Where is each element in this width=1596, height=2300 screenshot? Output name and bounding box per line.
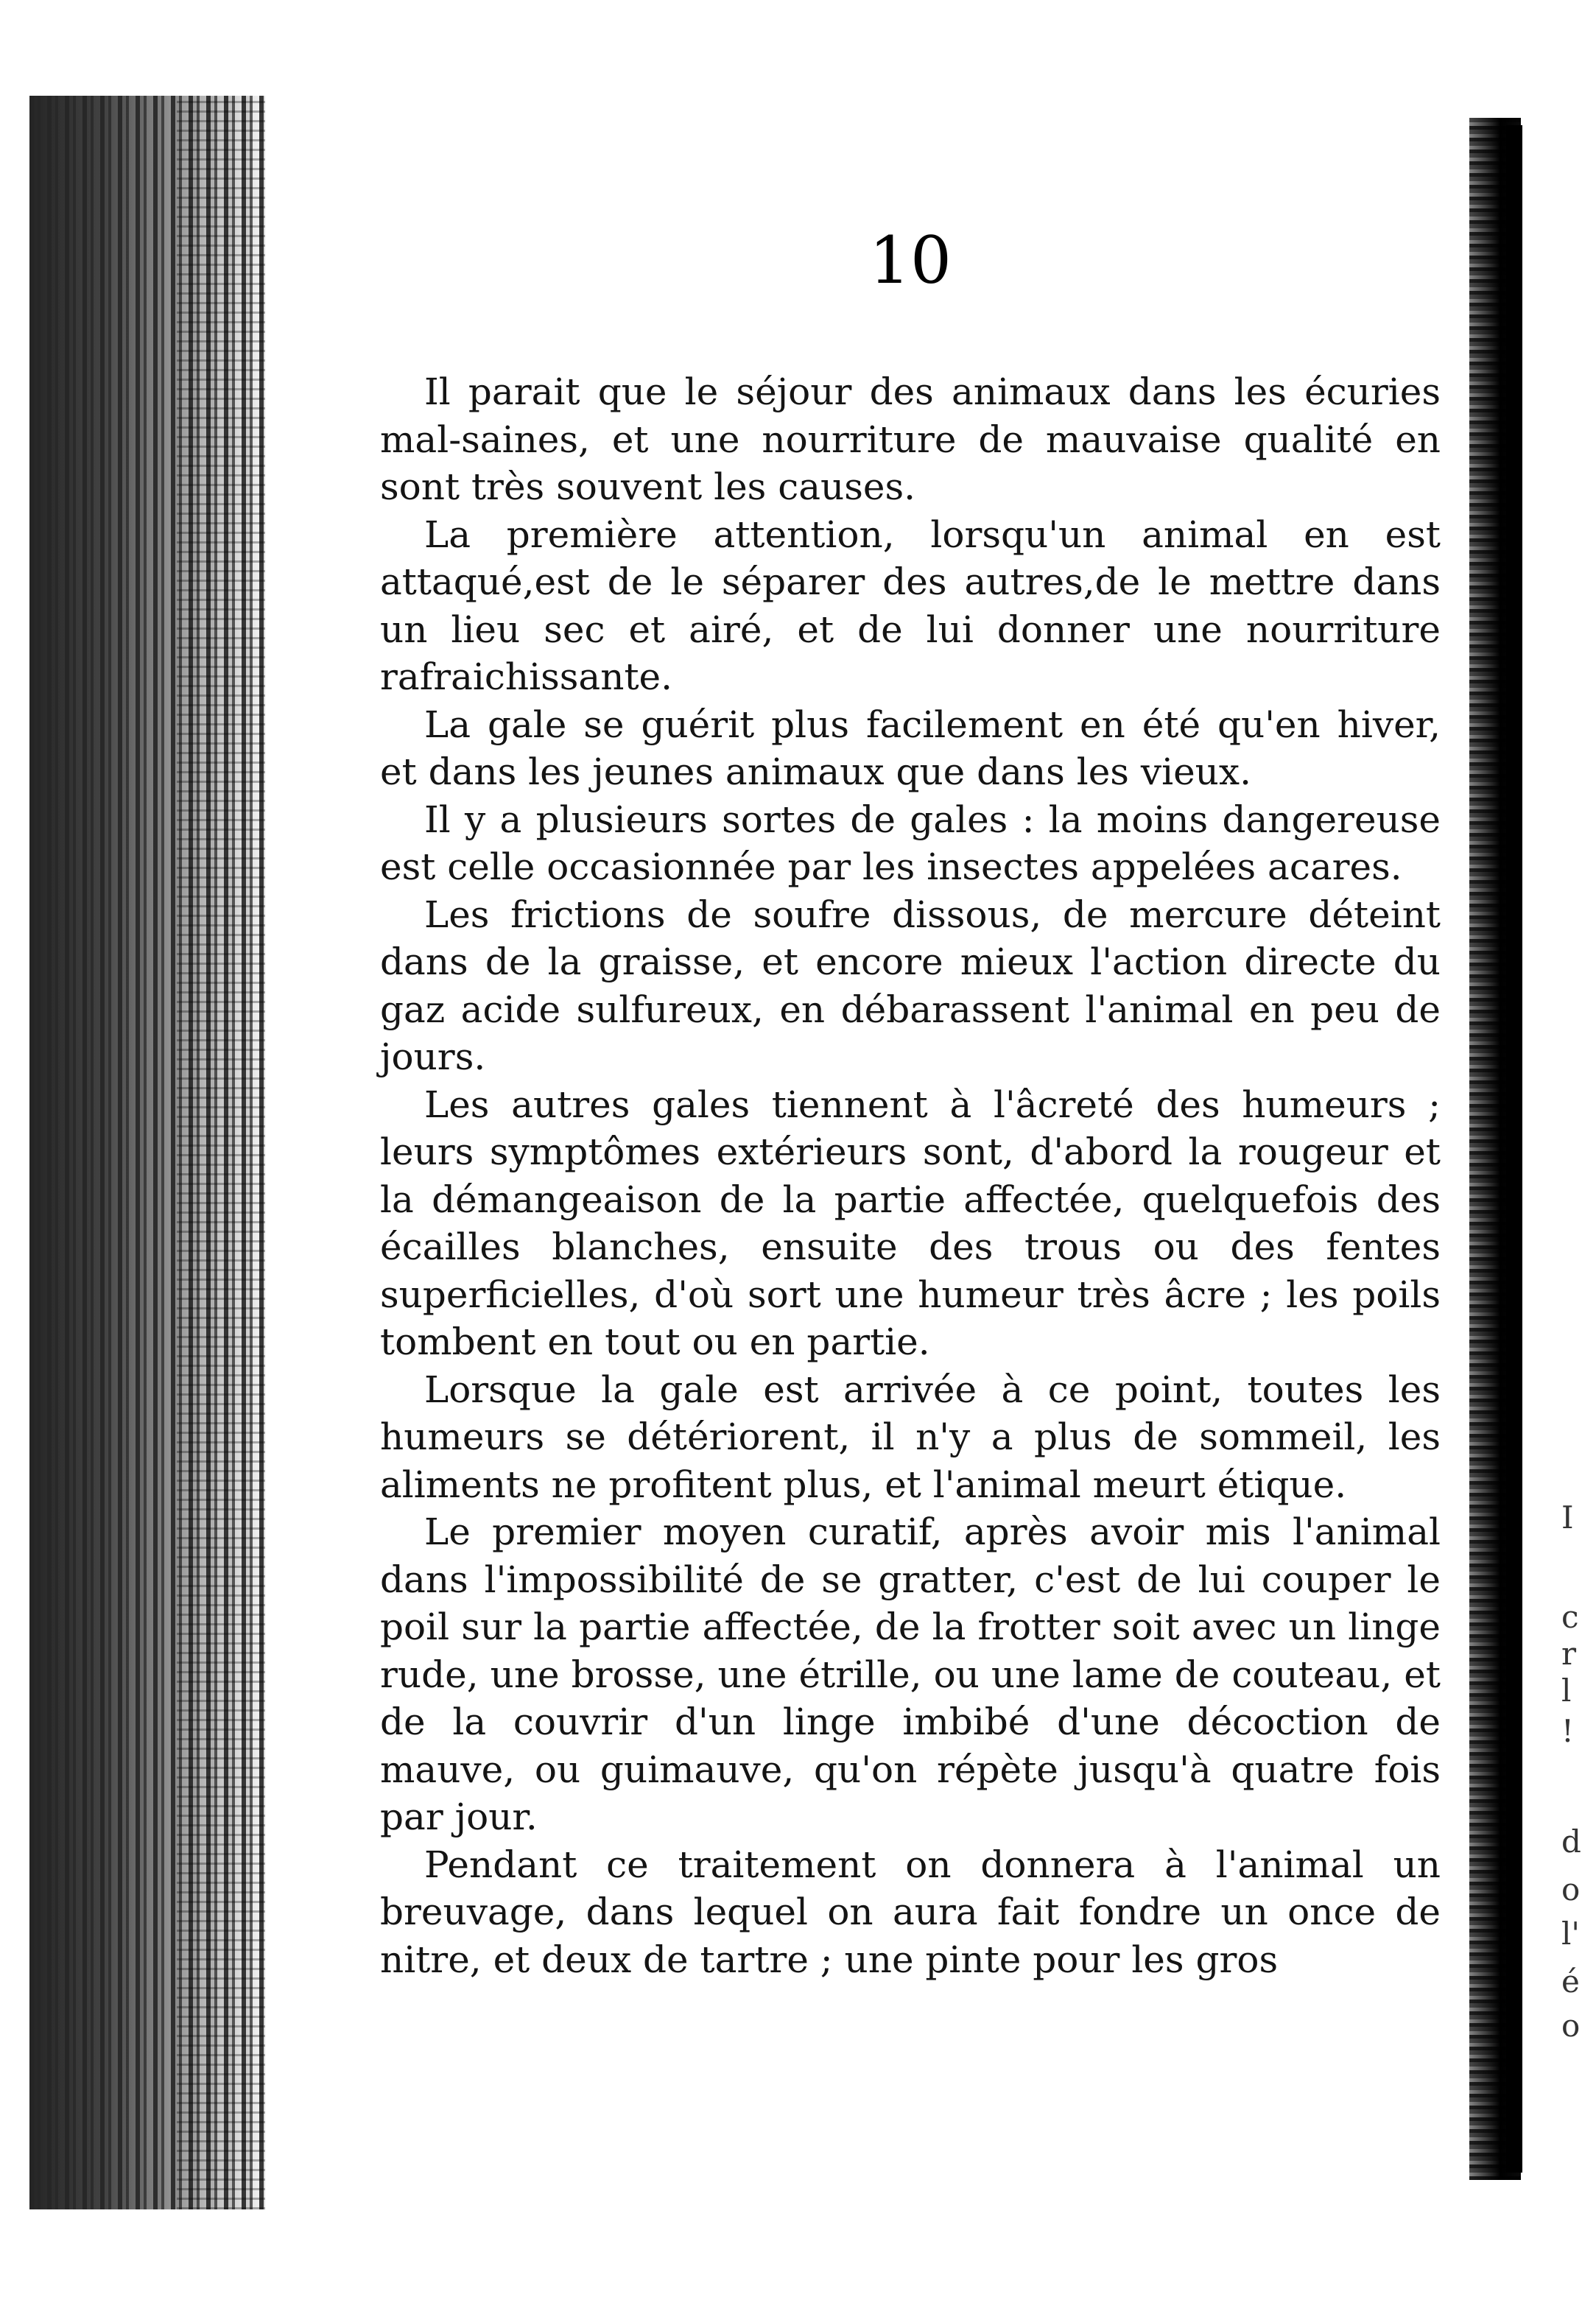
paragraph: La première attention, lorsqu'un animal en est attaqué,est de le séparer des autres,de le mettre dans un lieu sec et airé, et de lui donner une nourriture rafraichissante. bbox=[380, 513, 1441, 698]
facing-page-char: l' bbox=[1561, 1916, 1580, 1952]
paragraph: La gale se guérit plus facilement en été qu'en hiver, et dans les jeunes animaux que dans les vieux. bbox=[380, 703, 1441, 793]
facing-page-char: é bbox=[1561, 1963, 1580, 2000]
paragraph: Lorsque la gale est arrivée à ce point, toutes les humeurs se détériorent, il n'y a plus de sommeil, les aliments ne profitent plus, et l'animal meurt étique. bbox=[380, 1368, 1441, 1506]
facing-page-char: o bbox=[1561, 1871, 1581, 1907]
scan-binding-speckle bbox=[177, 96, 265, 2209]
paragraph: Le premier moyen curatif, après avoir mis l'animal dans l'impossibilité de se gratter, c'est de lui couper le poil sur la partie affectée, de la frotter soit avec un linge rude, une brosse, une étrille, ou une lame de couteau, et de la couvrir d'un linge imbibé d'une décoction de mauve, ou guimauve, qu'on répète jusqu'à quatre fois par jour. bbox=[380, 1511, 1441, 1838]
facing-page-char: ! bbox=[1561, 1713, 1574, 1749]
paragraph: Pendant ce traitement on donnera à l'animal un breuvage, dans lequel on aura fait fondre un once de nitre, et deux de tartre ; une pinte pour les gros bbox=[380, 1843, 1441, 1981]
facing-page-char: r bbox=[1561, 1636, 1577, 1672]
facing-page-char: d bbox=[1561, 1824, 1581, 1860]
paragraph: Il y a plusieurs sortes de gales : la moins dangereuse est celle occasionnée par les insectes appelées acares. bbox=[380, 798, 1441, 888]
scan-page-edge-bar bbox=[1506, 125, 1522, 2173]
body-text bbox=[380, 368, 1441, 1983]
facing-page-char: l bbox=[1561, 1673, 1572, 1709]
facing-page-char: o bbox=[1561, 2008, 1581, 2044]
paragraph: Les frictions de soufre dissous, de mercure déteint dans de la graisse, et encore mieux l'action directe du gaz acide sulfureux, en débarassent l'animal en peu de jours. bbox=[380, 893, 1441, 1078]
paragraph: Il parait que le séjour des animaux dans les écuries mal-saines, et une nourriture de mauvaise qualité en sont très souvent les causes. bbox=[380, 370, 1441, 508]
paragraph: Les autres gales tiennent à l'âcreté des humeurs ; leurs symptômes extérieurs sont, d'abord la rougeur et la démangeaison de la partie affectée, quelquefois des écailles blanches, ensuite des trous ou des fentes superficielles, d'où sort une humeur très âcre ; les poils tombent en tout ou en partie. bbox=[380, 1083, 1441, 1363]
facing-page-char: I bbox=[1561, 1499, 1574, 1536]
facing-page-char: c bbox=[1561, 1599, 1579, 1635]
page-number: 10 bbox=[869, 222, 952, 298]
